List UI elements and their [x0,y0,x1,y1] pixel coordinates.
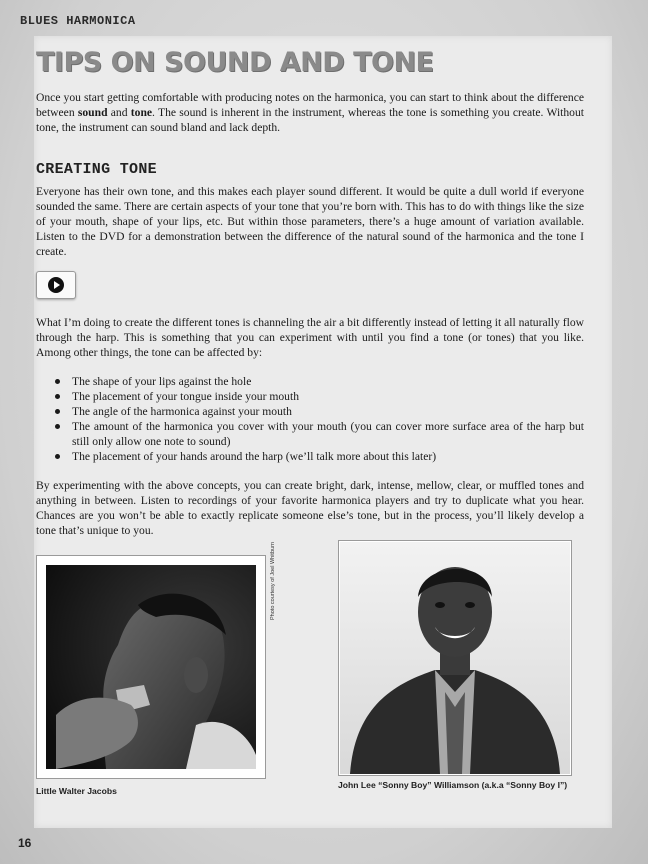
term-tone: tone [130,106,153,119]
list-item: The shape of your lips against the hole [72,374,584,389]
list-item: The angle of the harmonica against your mouth [72,404,584,419]
article [36,44,584,538]
dvd-play-button[interactable] [36,271,76,299]
page-number: 16 [18,836,32,850]
photo-sonny-boy-image [340,542,570,774]
creating-tone-paragraph-3: By experimenting with the above concepts, you can create bright, dark, intense, mellow, clear, or muffled tones and anything in between. Listen to recordings of your favorite harmonica players and try to duplicate what you hear. Chances are you won’t be able to exactly replicate someone else’s tone, but in the process, you’ll likely develop a tone that’s unique to you. [36,479,584,537]
creating-tone-paragraph-2: What I’m doing to create the different tones is channeling the air a bit differently instead of letting it all naturally flow through the harp. This is something that you can experiment with until you find a tone (or tones) that you like. Among other things, the tone can be affected by: [36,316,584,359]
photo-sonny-boy-drawing [340,542,570,774]
section-heading-creating-tone: CREATING TONE [36,161,157,178]
page-title: TIPS ON SOUND AND TONE [36,47,434,78]
list-item: The placement of your hands around the harp (we’ll talk more about this later) [72,449,584,464]
photo-credit: Photo courtesy of Joel Whitburn [270,542,276,620]
play-icon [48,277,64,293]
term-sound: sound [77,106,108,119]
photo-sonny-boy [338,540,572,776]
tone-factors-list [36,374,584,464]
creating-tone-paragraph-1: Everyone has their own tone, and this makes each player sound different. It would be quite a dull world if everyone sounded the same. There are certain aspects of your tone that you’re born with. This has to do with things like the size of your mouth, shape of your lips, etc. But within those parameters, there’s a huge amount of variation available. Listen to the DVD for a demonstration between the difference of the natural sound of the harmonica and the tone I create. [36,185,584,258]
caption-sonny-boy: John Lee “Sonny Boy” Williamson (a.k.a “Sonny Boy I”) [338,780,568,790]
caption-little-walter: Little Walter Jacobs [36,786,117,796]
photo-little-walter-image [46,565,256,769]
running-header: BLUES HARMONICA [20,14,136,28]
intro-paragraph: Once you start getting comfortable with producing notes on the harmonica, you can start to think about the difference between sound and tone. The sound is inherent in the instrument, whereas the tone is something you create. Without tone, the instrument can sound bland and lack depth. [36,91,584,134]
photo-little-walter-drawing [46,565,256,769]
photo-little-walter [36,555,266,779]
list-item: The placement of your tongue inside your mouth [72,389,584,404]
list-item: The amount of the harmonica you cover with your mouth (you can cover more surface area of the harp but still only allow one note to sound) [72,420,584,448]
